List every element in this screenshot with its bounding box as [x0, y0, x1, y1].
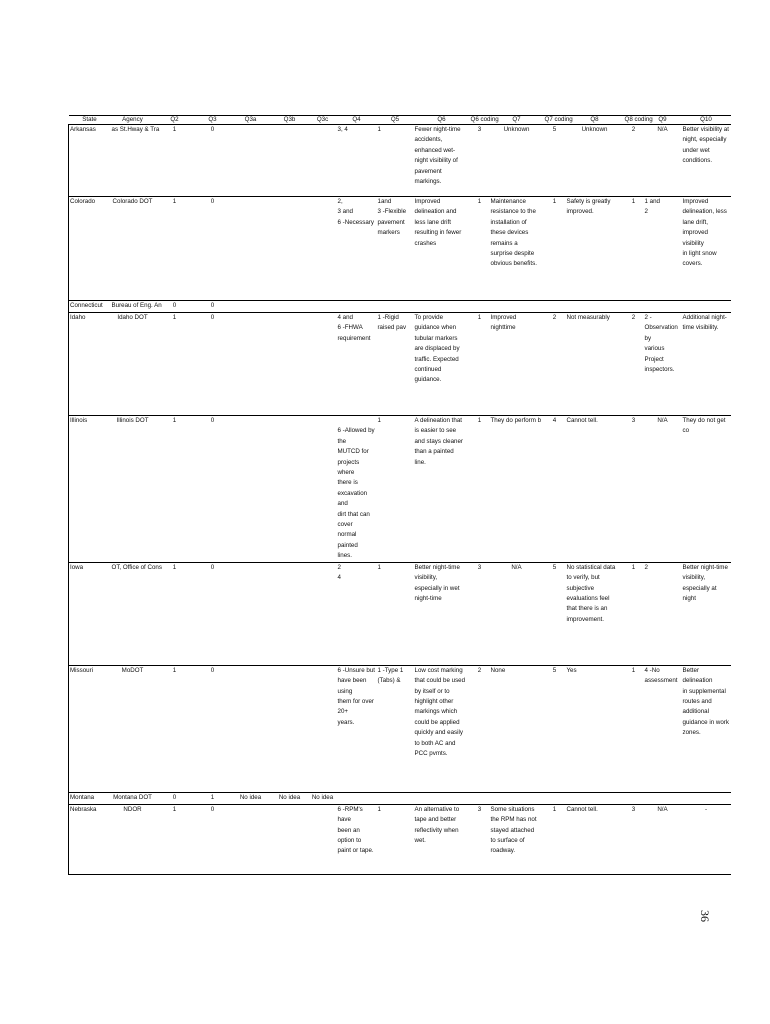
cell-q7 — [490, 301, 544, 313]
cell-q6: Improved delineation and less lane drift resulting in fewer crashes — [414, 197, 470, 301]
table-row — [69, 562, 731, 665]
cell-q10: - — [682, 804, 731, 874]
cell-q7-coding: 1 — [544, 804, 566, 874]
cell-q7: Unknown — [490, 125, 544, 197]
cell-q8: Unknown — [566, 125, 624, 197]
table-row — [69, 125, 731, 197]
cell-q8-coding: 2 — [624, 313, 644, 416]
cell-q6: A delineation that is easier to see and stays cleaner than a painted line. — [414, 416, 470, 563]
cell-q8: Yes — [566, 665, 624, 792]
column-header: Q6 — [414, 116, 470, 125]
cell-q7-coding: 5 — [544, 125, 566, 197]
column-header: Q10 — [682, 116, 731, 125]
cell-q3c — [309, 313, 337, 416]
cell-q2: 1 — [155, 416, 195, 563]
cell-q9: N/A — [644, 804, 682, 874]
cell-q6-coding: 1 — [470, 313, 490, 416]
cell-q10 — [682, 792, 731, 804]
cell-q3a — [231, 804, 271, 874]
cell-q7: Some situations the RPM has not stayed attached to surface of roadway. — [490, 804, 544, 874]
cell-q10 — [682, 301, 731, 313]
cell-q7-coding: 5 — [544, 562, 566, 665]
cell-q6-coding: 1 — [470, 197, 490, 301]
column-header: State — [69, 116, 111, 125]
cell-q10: Improved delineation, less lane drift, improved visibility in light snow covers. — [682, 197, 731, 301]
table-row — [69, 804, 731, 874]
cell-q2: 1 — [155, 804, 195, 874]
cell-q3: 0 — [195, 197, 231, 301]
cell-q3: 0 — [195, 125, 231, 197]
cell-q3c — [309, 197, 337, 301]
cell-q7-coding — [544, 301, 566, 313]
cell-q6 — [414, 301, 470, 313]
cell-q3c — [309, 665, 337, 792]
cell-state: Iowa — [69, 562, 111, 665]
cell-q3a — [231, 125, 271, 197]
cell-q9: 1 and 2 — [644, 197, 682, 301]
table-row — [69, 301, 731, 313]
cell-q8-coding: 1 — [624, 197, 644, 301]
cell-state: Connecticut — [69, 301, 111, 313]
cell-q7: Improved nighttime — [490, 313, 544, 416]
page-number: 36 — [698, 910, 712, 922]
cell-q3b — [271, 197, 309, 301]
column-header: Agency — [111, 116, 155, 125]
cell-q3: 0 — [195, 416, 231, 563]
cell-q5: 1 — [377, 804, 414, 874]
cell-q8 — [566, 792, 624, 804]
cell-q7: None — [490, 665, 544, 792]
cell-q3b — [271, 562, 309, 665]
cell-q8: Cannot tell. — [566, 804, 624, 874]
cell-q6: Fewer night-time accidents, enhanced wet- night visibility of pavement markings. — [414, 125, 470, 197]
cell-q3: 0 — [195, 562, 231, 665]
cell-q9 — [644, 792, 682, 804]
cell-q3b — [271, 313, 309, 416]
cell-agency: Idaho DOT — [111, 313, 155, 416]
cell-q8: Not measurably — [566, 313, 624, 416]
cell-q4: 2 4 — [337, 562, 377, 665]
cell-q5: 1 — [377, 416, 414, 563]
cell-q6-coding: 3 — [470, 125, 490, 197]
cell-agency: Bureau of Eng. An — [111, 301, 155, 313]
cell-q3a — [231, 665, 271, 792]
column-header: Q4 — [337, 116, 377, 125]
cell-q7-coding: 2 — [544, 313, 566, 416]
header-row — [69, 116, 731, 125]
column-header: Q8 — [566, 116, 624, 125]
column-header: Q3 — [195, 116, 231, 125]
cell-q4: 2, 3 and 6 -Necessary — [337, 197, 377, 301]
cell-q3: 0 — [195, 804, 231, 874]
cell-q6: An alternative to tape and better reflectivity when wet. — [414, 804, 470, 874]
column-header: Q3b — [271, 116, 309, 125]
cell-q4: 6 -RPM's have been an option to paint or tape. — [337, 804, 377, 874]
cell-q8-coding: 2 — [624, 125, 644, 197]
cell-state: Missouri — [69, 665, 111, 792]
cell-q10: They do not get co — [682, 416, 731, 563]
cell-q4: 6 -Allowed by the MUTCD for projects where there is excavation and dirt that can cover normal painted lines. — [337, 416, 377, 563]
cell-q3c — [309, 301, 337, 313]
cell-q4: 6 -Unsure but have been using them for over 20+ years. — [337, 665, 377, 792]
column-header: Q7 coding — [544, 116, 573, 123]
column-header: Q3c — [309, 116, 337, 125]
cell-q10: Better visibility at night, especially under wet conditions. — [682, 125, 731, 197]
table-row — [69, 665, 731, 792]
cell-q2: 0 — [155, 792, 195, 804]
cell-q9: 2 — [644, 562, 682, 665]
table-row — [69, 416, 731, 563]
cell-q10: Better delineation in supplemental routes and additional guidance in work zones. — [682, 665, 731, 792]
cell-q3c: No idea — [309, 792, 337, 804]
cell-q3c — [309, 804, 337, 874]
table-row — [69, 313, 731, 416]
cell-q10: Additional night- time visibility. — [682, 313, 731, 416]
cell-q9: N/A — [644, 125, 682, 197]
cell-q9: 4 -No assessment — [644, 665, 682, 792]
cell-q3b: No idea — [271, 792, 309, 804]
cell-q3: 0 — [195, 313, 231, 416]
cell-q6-coding: 3 — [470, 804, 490, 874]
cell-q3a — [231, 562, 271, 665]
table-row — [69, 197, 731, 301]
column-header: Q2 — [155, 116, 195, 125]
cell-q6 — [414, 792, 470, 804]
column-header: Q8 coding — [624, 116, 653, 123]
cell-q7-coding: 5 — [544, 665, 566, 792]
cell-q8-coding: 3 — [624, 416, 644, 563]
cell-q2: 1 — [155, 665, 195, 792]
cell-agency: Colorado DOT — [111, 197, 155, 301]
cell-q3a — [231, 416, 271, 563]
cell-state: Colorado — [69, 197, 111, 301]
cell-q3b — [271, 301, 309, 313]
cell-q5: 1 -Rigid raised pav — [377, 313, 414, 416]
cell-q3c — [309, 416, 337, 563]
cell-q8-coding — [624, 792, 644, 804]
cell-agency: Illinois DOT — [111, 416, 155, 563]
cell-q8-coding: 3 — [624, 804, 644, 874]
cell-q3c — [309, 125, 337, 197]
cell-q6: Low cost marking that could be used by itself or to highlight other markings which could be applied quickly and easily to both AC and PCC pvmts. — [414, 665, 470, 792]
cell-q8: Safety is greatly improved. — [566, 197, 624, 301]
cell-q7: Maintenance resistance to the installation of these devices remains a surprise despite obvious benefits. — [490, 197, 544, 301]
cell-q7-coding: 4 — [544, 416, 566, 563]
cell-q4: 4 and 6 -FHWA requirement — [337, 313, 377, 416]
cell-q3a — [231, 313, 271, 416]
cell-q6: Better night-time visibility, especially in wet night-time — [414, 562, 470, 665]
cell-q5 — [377, 301, 414, 313]
cell-agency: as St.Hway & Tra — [111, 125, 155, 197]
cell-q10: Better night-time visibility, especially at night — [682, 562, 731, 665]
cell-q4 — [337, 301, 377, 313]
cell-state: Nebraska — [69, 804, 111, 874]
cell-q5: 1 -Type 1 (Tabs) & — [377, 665, 414, 792]
cell-state: Idaho — [69, 313, 111, 416]
cell-q6: To provide guidance when tubular markers are displaced by traffic. Expected continued guidance. — [414, 313, 470, 416]
cell-q7-coding — [544, 792, 566, 804]
cell-q9: 2 -Observation by various Project inspectors. — [644, 313, 682, 416]
cell-q8-coding — [624, 301, 644, 313]
cell-state: Arkansas — [69, 125, 111, 197]
cell-q6-coding — [470, 301, 490, 313]
column-header: Q3a — [231, 116, 271, 125]
cell-state: Montana — [69, 792, 111, 804]
cell-q7: N/A — [490, 562, 544, 665]
cell-q2: 1 — [155, 313, 195, 416]
cell-q8: Cannot tell. — [566, 416, 624, 563]
survey-table — [68, 115, 731, 875]
cell-q5 — [377, 792, 414, 804]
column-header: Q9 — [644, 116, 682, 125]
cell-q3b — [271, 665, 309, 792]
cell-q9 — [644, 301, 682, 313]
cell-q2: 1 — [155, 197, 195, 301]
cell-q3b — [271, 125, 309, 197]
cell-q8-coding: 1 — [624, 562, 644, 665]
cell-q3c — [309, 562, 337, 665]
cell-q4 — [337, 792, 377, 804]
cell-q6-coding: 1 — [470, 416, 490, 563]
cell-q8-coding: 1 — [624, 665, 644, 792]
cell-q6-coding: 3 — [470, 562, 490, 665]
cell-agency: OT, Office of Cons — [111, 562, 155, 665]
cell-q5: 1 — [377, 125, 414, 197]
cell-q3: 1 — [195, 792, 231, 804]
cell-q7: They do perform b — [490, 416, 544, 563]
cell-q7 — [490, 792, 544, 804]
column-header: Q5 — [377, 116, 414, 125]
table-row — [69, 792, 731, 804]
cell-agency: MoDOT — [111, 665, 155, 792]
cell-q2: 1 — [155, 125, 195, 197]
cell-agency: Montana DOT — [111, 792, 155, 804]
cell-q8: No statistical data to verify, but subjective evaluations feel that there is an improvement. — [566, 562, 624, 665]
cell-q2: 0 — [155, 301, 195, 313]
cell-q3a — [231, 301, 271, 313]
column-header: Q7 — [490, 116, 544, 125]
cell-q7-coding: 1 — [544, 197, 566, 301]
cell-agency: NDOR — [111, 804, 155, 874]
cell-q8 — [566, 301, 624, 313]
cell-q3a: No idea — [231, 792, 271, 804]
column-header: Q6 coding — [470, 116, 499, 123]
cell-q3a — [231, 197, 271, 301]
cell-q2: 1 — [155, 562, 195, 665]
cell-q4: 3, 4 — [337, 125, 377, 197]
cell-q5: 1and 3 -Flexible pavement markers — [377, 197, 414, 301]
cell-q3: 0 — [195, 665, 231, 792]
cell-state: Illinois — [69, 416, 111, 563]
cell-q3b — [271, 416, 309, 563]
cell-q5: 1 — [377, 562, 414, 665]
cell-q9: N/A — [644, 416, 682, 563]
cell-q3b — [271, 804, 309, 874]
cell-q6-coding — [470, 792, 490, 804]
cell-q3: 0 — [195, 301, 231, 313]
cell-q6-coding: 2 — [470, 665, 490, 792]
